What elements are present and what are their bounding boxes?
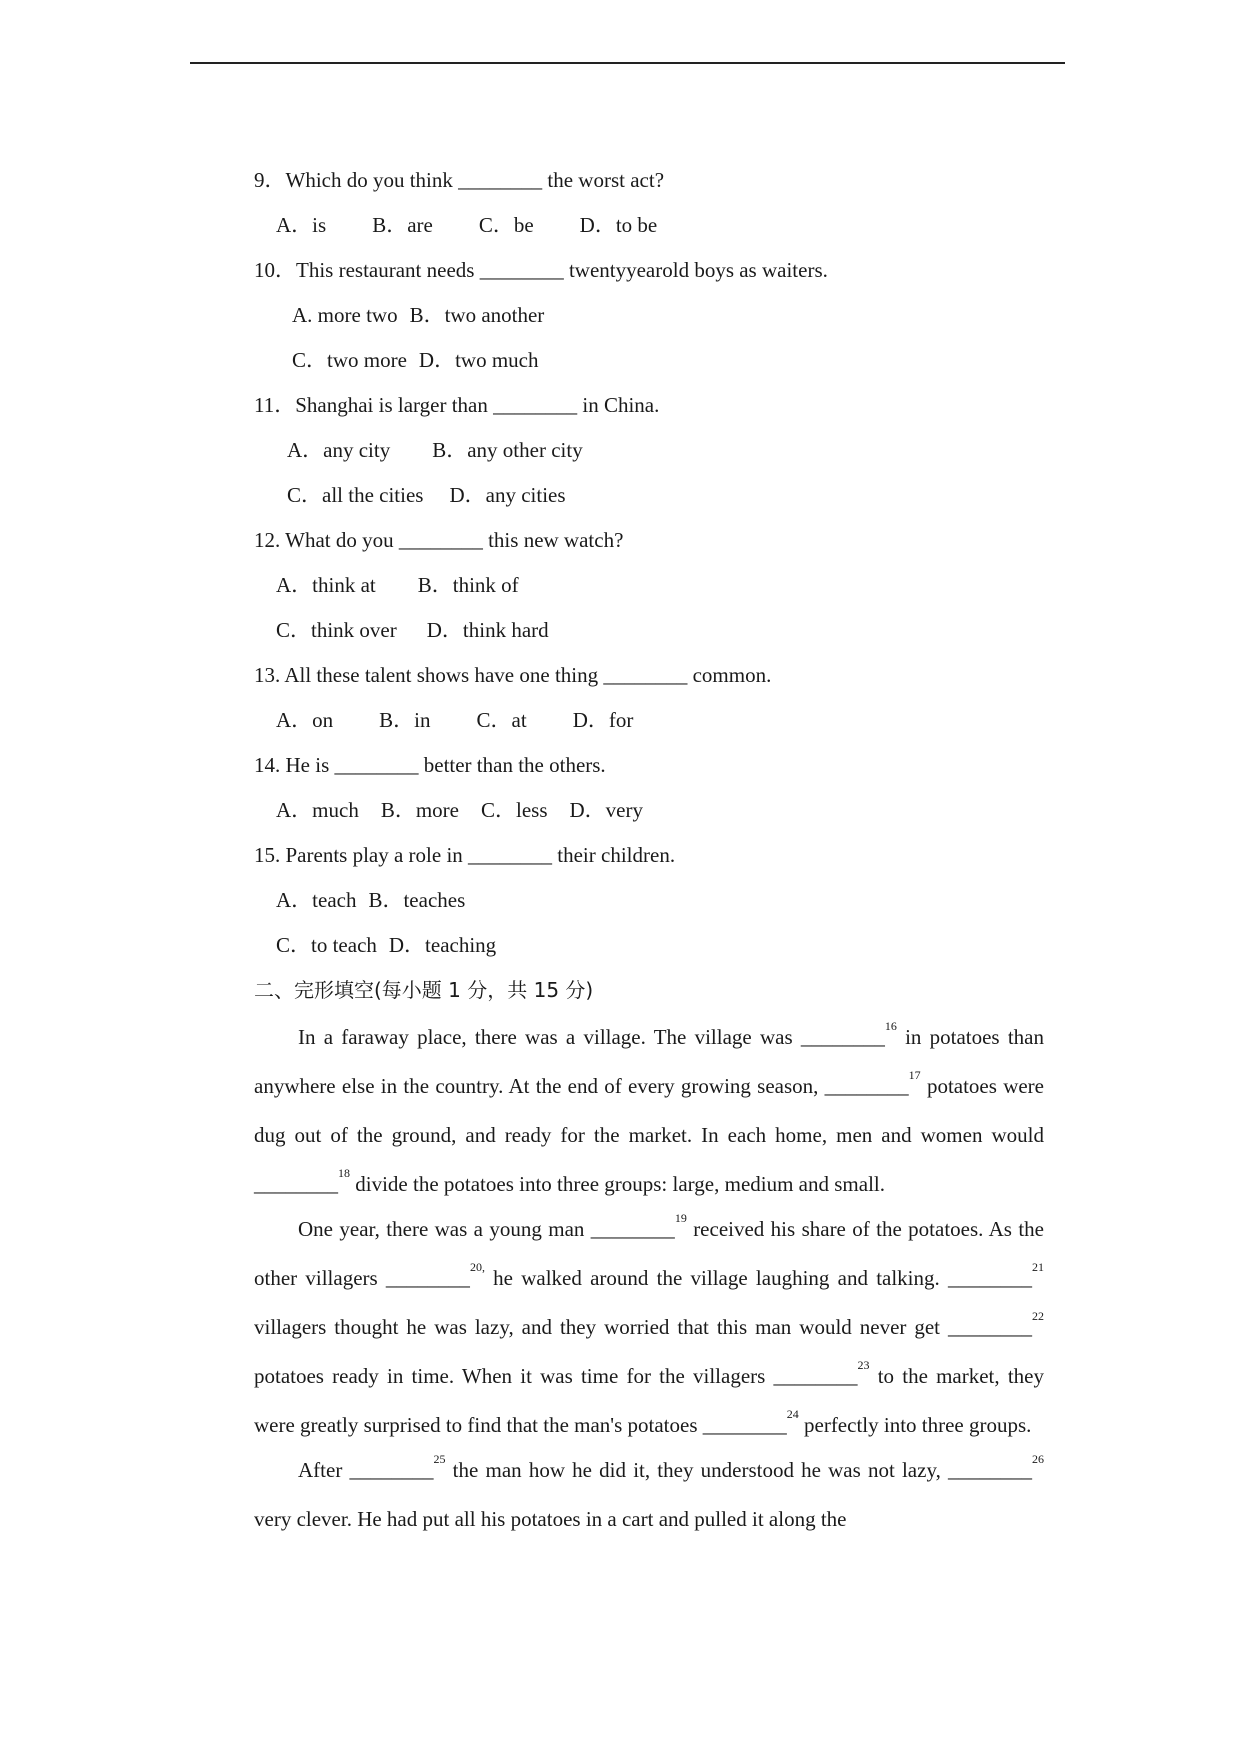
- option: D．any cities: [449, 483, 566, 507]
- question-15-stem: 15. Parents play a role in ________ their children.: [254, 843, 676, 867]
- blank-number: 24: [786, 1407, 799, 1421]
- option: D．to be: [579, 213, 658, 237]
- cloze-text: potatoes were dug out of the ground, and ready for the market. In each home, men and women would ________: [254, 1074, 1044, 1196]
- cloze-text: potatoes ready in time. When it was time for the villagers ________: [254, 1364, 858, 1388]
- option: B．more: [380, 798, 459, 822]
- question-15-options-row2: [254, 928, 1044, 973]
- question-14-options: [254, 793, 1044, 838]
- option: C．at: [476, 708, 527, 732]
- blank-number: 18: [338, 1166, 350, 1180]
- option: A．any city: [287, 438, 391, 462]
- question-9-stem: 9．Which do you think ________ the worst act?: [254, 168, 665, 192]
- question-12-options-row1: [254, 568, 1044, 613]
- blank-number: 22: [1032, 1309, 1044, 1323]
- cloze-paragraph-2: [254, 1205, 1044, 1450]
- question-11-stem: 11．Shanghai is larger than ________ in China.: [254, 393, 660, 417]
- question-13-options: [254, 703, 1044, 748]
- option: A．teach: [276, 888, 357, 912]
- blank-number: 26: [1032, 1452, 1045, 1466]
- option: D．very: [569, 798, 643, 822]
- option: C．think over: [276, 618, 397, 642]
- question-9-options: [254, 208, 1044, 253]
- header-rule: [190, 62, 1065, 64]
- cloze-text: he walked around the village laughing and talking. ________: [484, 1266, 1032, 1290]
- option: A．think at: [276, 573, 376, 597]
- option: A．is: [276, 213, 327, 237]
- option: C．two more: [292, 348, 407, 372]
- blank-number: 21: [1032, 1260, 1044, 1274]
- option: C．less: [480, 798, 548, 822]
- cloze-text: After ________: [298, 1458, 434, 1482]
- exam-content: [254, 163, 1044, 1544]
- option: D．think hard: [426, 618, 549, 642]
- option: D．for: [572, 708, 634, 732]
- blank-number: 19: [674, 1211, 687, 1225]
- question-12-stem: 12. What do you ________ this new watch?: [254, 528, 624, 552]
- cloze-text: in potatoes than anywhere else in the country. At the end of every growing season, ________: [254, 1025, 1044, 1098]
- blank-number: 25: [433, 1452, 446, 1466]
- cloze-text: the man how he did it, they understood he was not lazy, ________: [445, 1458, 1033, 1482]
- option: B．in: [379, 708, 431, 732]
- question-10-options-row1: [254, 298, 1044, 343]
- question-10-options-row2: [254, 343, 1044, 388]
- option: B．any other city: [432, 438, 583, 462]
- question-14-stem: 14. He is ________ better than the others.: [254, 753, 606, 777]
- blank-number: 17: [908, 1068, 921, 1082]
- question-11-options-row1: [254, 433, 1044, 478]
- blank-number: 16: [884, 1019, 897, 1033]
- option: C．all the cities: [287, 483, 424, 507]
- option: C．be: [478, 213, 534, 237]
- question-15-options-row1: [254, 883, 1044, 928]
- question-13-stem: 13. All these talent shows have one thing ________ common.: [254, 663, 772, 687]
- section-title: 二、完形填空(每小题 1 分，共 15 分): [254, 978, 594, 1002]
- blank-number: 20,: [469, 1260, 485, 1274]
- cloze-paragraph-3: [254, 1446, 1044, 1544]
- option: A．on: [276, 708, 334, 732]
- option: A. more two: [292, 303, 398, 327]
- cloze-text: villagers thought he was lazy, and they worried that this man would never get ________: [254, 1315, 1032, 1339]
- option: A．much: [276, 798, 359, 822]
- option: B．think of: [417, 573, 519, 597]
- cloze-paragraph-1: [254, 1013, 1044, 1209]
- option: D．teaching: [388, 933, 497, 957]
- question-10-stem: 10．This restaurant needs ________ twentyyearold boys as waiters.: [254, 258, 828, 282]
- cloze-text: received his share of the potatoes. As the other villagers ________: [254, 1217, 1045, 1290]
- option: D．two much: [418, 348, 539, 372]
- blank-number: 23: [857, 1358, 870, 1372]
- question-11-options-row2: [254, 478, 1044, 523]
- cloze-text: One year, there was a young man ________: [298, 1217, 675, 1241]
- option: B．are: [372, 213, 433, 237]
- option: B．two another: [409, 303, 545, 327]
- cloze-text: very clever. He had put all his potatoes in a cart and pulled it along the: [254, 1507, 847, 1531]
- question-12-options-row2: [254, 613, 1044, 658]
- cloze-text: divide the potatoes into three groups: large, medium and small.: [350, 1172, 885, 1196]
- cloze-text: to the market, they were greatly surprised to find that the man's potatoes ________: [254, 1364, 1044, 1437]
- cloze-text: perfectly into three groups.: [798, 1413, 1032, 1437]
- cloze-text: In a faraway place, there was a village. The village was ________: [298, 1025, 885, 1049]
- option: B．teaches: [368, 888, 466, 912]
- option: C．to teach: [276, 933, 377, 957]
